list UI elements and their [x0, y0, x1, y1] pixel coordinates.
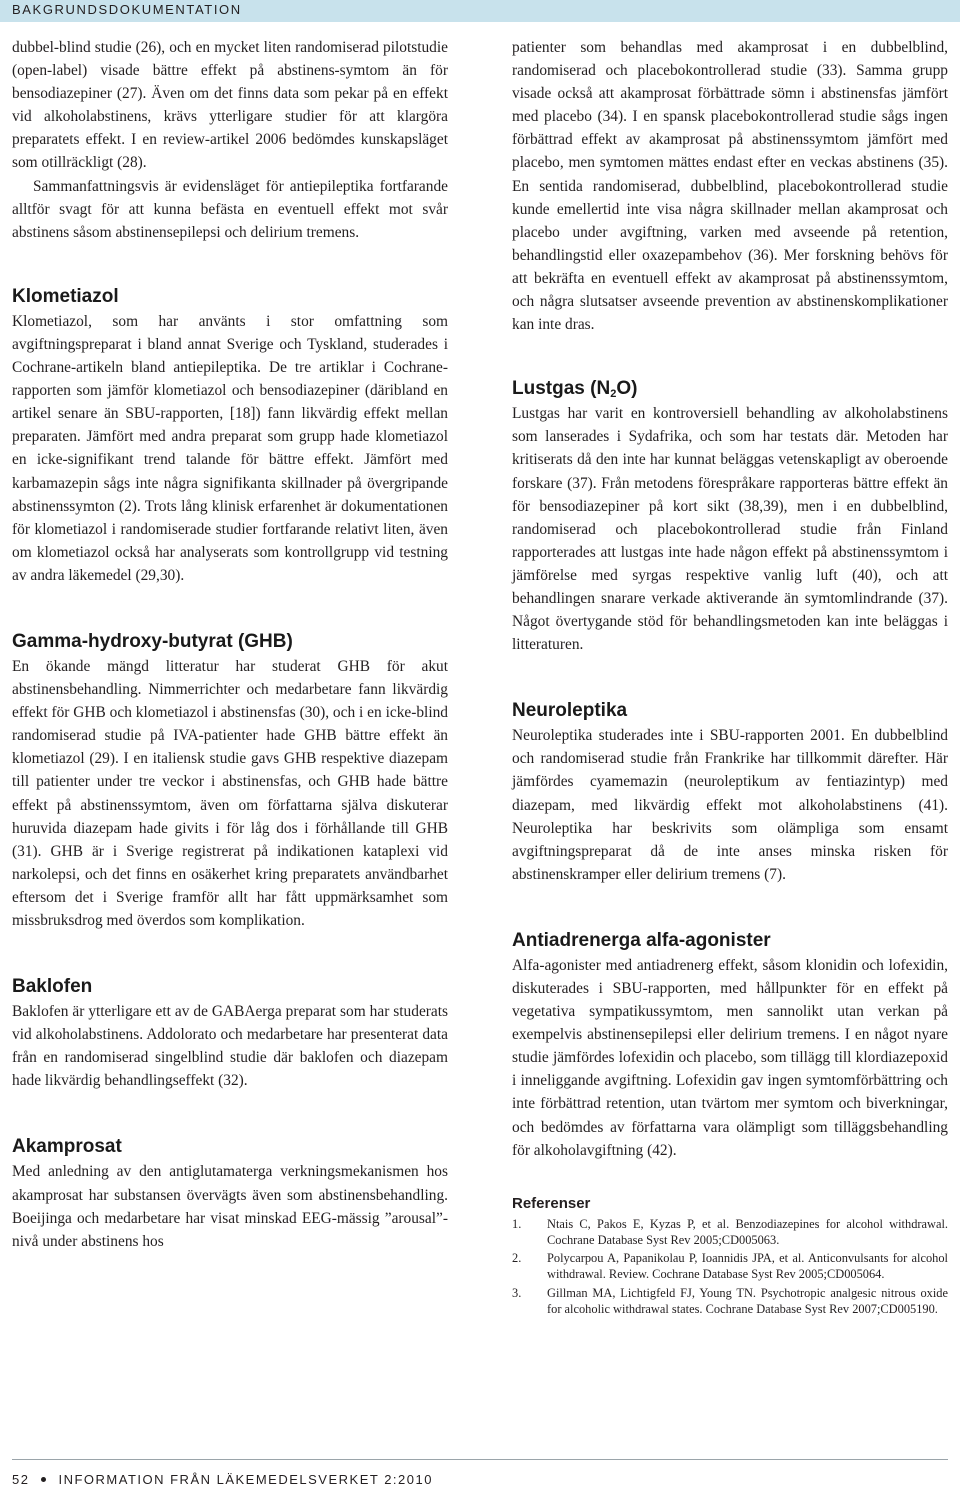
section-label: BAKGRUNDSDOKUMENTATION	[12, 2, 242, 17]
neuroleptika-heading: Neuroleptika	[512, 700, 628, 722]
klometiazol-text: Klometiazol, som har använts i stor omfattning som avgiftningspreparat i bland annat Sverige och Tyskland, studerades i Cochrane-artikeln bland antiepileptika. De tre artiklar i Cochrane-rapporten som jämför klometiazol och bensodiazepiner (däribland en artikel senare än SBU-rapporten, [18]) fann likvärdig effekt mellan preparaten. Jämfört med andra preparat som grupp hade klometiazol en icke-signifikant trend talande för bättre effekt. Jämfört med karbamazepin sågs inte några signifikanta skillnader på övergripande abstinenssymton (2). Trots lång klinisk erfarenhet är dokumentationen för klometiazol i randomiserade studier fortfarande relativt liten, även om klometiazol också har analyserats som kontrollgrupp vid testning av andra läkemedel (29,30).	[12, 312, 448, 584]
footer-divider	[12, 1459, 948, 1460]
baklofen-text: Baklofen är ytterligare ett av de GABAerga preparat som har studerats vid alkoholabstinens. Addolorato och medarbetare har presenterat data från en randomiserad singelblind studie där baklofen och diazepam hade likvärdig behandlingseffekt (32).	[12, 1003, 448, 1090]
page-footer	[12, 1472, 433, 1487]
page-number: 52	[12, 1472, 30, 1487]
reference-item: 3. Gillman MA, Lichtigfeld FJ, Young TN. Psychotropic analgesic nitrous oxide for alcoholic withdrawal states. Cochrane Database Syst Rev 2007;CD005190.	[512, 1285, 948, 1316]
ghb-heading: Gamma-hydroxy-butyrat (GHB)	[12, 630, 293, 652]
lustgas-heading: Lustgas $(N_2O)$	[512, 378, 638, 401]
alfa-agonister-heading: Antiadrenerga alfa-agonister	[512, 929, 771, 951]
akamprosat-text: Med anledning av den antiglutamaterga verkningsmekanismen hos akamprosat har substansen övervägts även som abstinensbehandling. Boeijinga och medarbetare har visat minskad EEG-mässig ”arousal”-nivå under abstinens hos	[12, 1163, 448, 1250]
klometiazol-heading: Klometiazol	[12, 285, 119, 307]
reference-list	[512, 1217, 948, 1318]
akamprosat-heading: Akamprosat	[12, 1136, 122, 1158]
reference-item: 1. Ntais C, Pakos E, Kyzas P, et al. Benzodiazepines for alcohol withdrawal. Cochrane Database Syst Rev 2005;CD005063.	[512, 1216, 948, 1247]
reference-item: 2. Polycarpou A, Papanikolau P, Ioannidis JPA, et al. Anticonvulsants for alcohol withdrawal. Review. Cochrane Database Syst Rev 2005;CD005064.	[512, 1251, 948, 1282]
section-header-bar	[0, 0, 960, 22]
alfa-agonister-text: Alfa-agonister med antiadrenerg effekt, såsom klonidin och lofexidin, diskuterades i SBU-rapporten, med hållpunkter för en effekt på vegetativa sympatikussymtom, men sannolikt utan verkan på exempelvis abstinensepilepsi eller delirium tremens. I en något nyare studie jämfördes lofexidin och placebo, som tillägg till klordiazepoxid i inneliggande avgiftning. Lofexidin gav ingen symtomförbättring och inte förbättrad retention, utan tvärtom mer symtom och biverkningar, och bedömdes av författarna vara olämpligt som tilläggsbehandling för alkoholavgiftning (42).	[512, 956, 948, 1159]
baklofen-heading: Baklofen	[12, 976, 93, 998]
intro-paragraph-2: Sammanfattningsvis är evidensläget för antiepileptika fortfarande alltför svagt för att kunna befästa en eventuell effekt mot svår abstinens såsom abstinensepilepsi och delirium tremens.	[12, 177, 448, 241]
ghb-text: En ökande mängd litteratur har studerat GHB för akut abstinensbehandling. Nimmerrichter och medarbetare fann likvärdig effekt för GHB och klometiazol i abstinensfas (30), och i en icke-blind randomiserad studie på IVA-patienter hade GHB bättre effekt än klometiazol (29). I en italiensk studie gavs GHB respektive diazepam till patienter under tre veckor i abstinensfas, och GHB hade bättre effekt på abstinenssymtom, även om författarna själva diskuterar huruvida diazepam hade givits i för låg dos i förhållande till GHB (31). GHB är i Sverige registrerat på indikationen kataplexi vid narkolepsi, och det finns en osäkerhet kring preparatets användbarhet eftersom det i Sverige framför allt har fått uppmärksamhet som missbruksdrog med överdos som komplikation.	[12, 657, 448, 929]
bullet-icon	[41, 1477, 46, 1482]
intro-paragraph-1: dubbel-blind studie (26), och en mycket liten randomiserad pilotstudie (open-label) visade bättre effekt på abstinens-symtom än för bensodiazepiner (27). Även om det finns data som pekar på en effekt vid alkoholabstinens, krävs ytterligare studier för att klargöra preparatets effekt. I en review-artikel 2006 bedömdes kunskapsläget som otillräckligt (28).	[12, 39, 448, 172]
references-heading: Referenser	[512, 1194, 591, 1212]
publication-title: INFORMATION FRÅN LÄKEMEDELSVERKET 2:2010	[58, 1472, 433, 1487]
right-column	[512, 36, 948, 1321]
akamprosat-continued: patienter som behandlas med akamprosat i en dubbelblind, randomiserad och placebokontrollerad studie (33). Samma grupp visade också att akamprosat förbättrade sömn i abstinensfas jämfört med placebo (34). I en spansk placebokontrollerad studie sågs ingen förbättrad effekt av akamprosat på abstinenssymtom jämfört med placebo, men symtomen mättes endast efter en veckas abstinens (35). En sentida randomiserad, dubbelblind, placebokontrollerad studie kunde emellertid inte visa några skillnader mellan akamprosat och placebo under avgiftning, varken med avseende på retention, behandlingstid eller oxazepambehov (36). Mer forskning behövs för att bekräfta en eventuell effekt av akamprosat på abstinenssymtom, och några slutsatser avseende prevention av abstinenskomplikationer kan inte dras.	[512, 39, 948, 334]
neuroleptika-text: Neuroleptika studerades inte i SBU-rapporten 2001. En dubbelblind och randomiserad studie från Frankrike har tillkommit därefter. Här jämfördes cyamemazin (neuroleptikum av fentiazintyp) med diazepam, med likvärdig effekt mot alkoholabstinens (41). Neuroleptika har beskrivits som olämpliga som ensamt avgiftningspreparat då de inte anses minska risken för abstinenskramper eller delirium tremens (7).	[512, 727, 948, 883]
left-column	[12, 36, 448, 1253]
lustgas-text: Lustgas har varit en kontroversiell behandling av alkoholabstinens som lanserades i Sydafrika, och som har testats där. Metoden har kritiserats då den inte har kunnat beläggas vetenskapligt av oberoende forskare (37). Från metodens förespråkare rapporteras bättre effekt än för bensodiazepiner på kort sikt (38,39), men i en dubbelblind, randomiserad och placebokontrollerad studie från Finland rapporterades att lustgas inte hade någon effekt på abstinenssymtom i jämförelse med syrgas respektive vanlig luft (40), och att behandlingen snarare verkade aktiverande än symtomlindrande (37). Något övertygande stöd för behandlingsmetoden kan inte beläggas i litteraturen.	[512, 405, 948, 654]
